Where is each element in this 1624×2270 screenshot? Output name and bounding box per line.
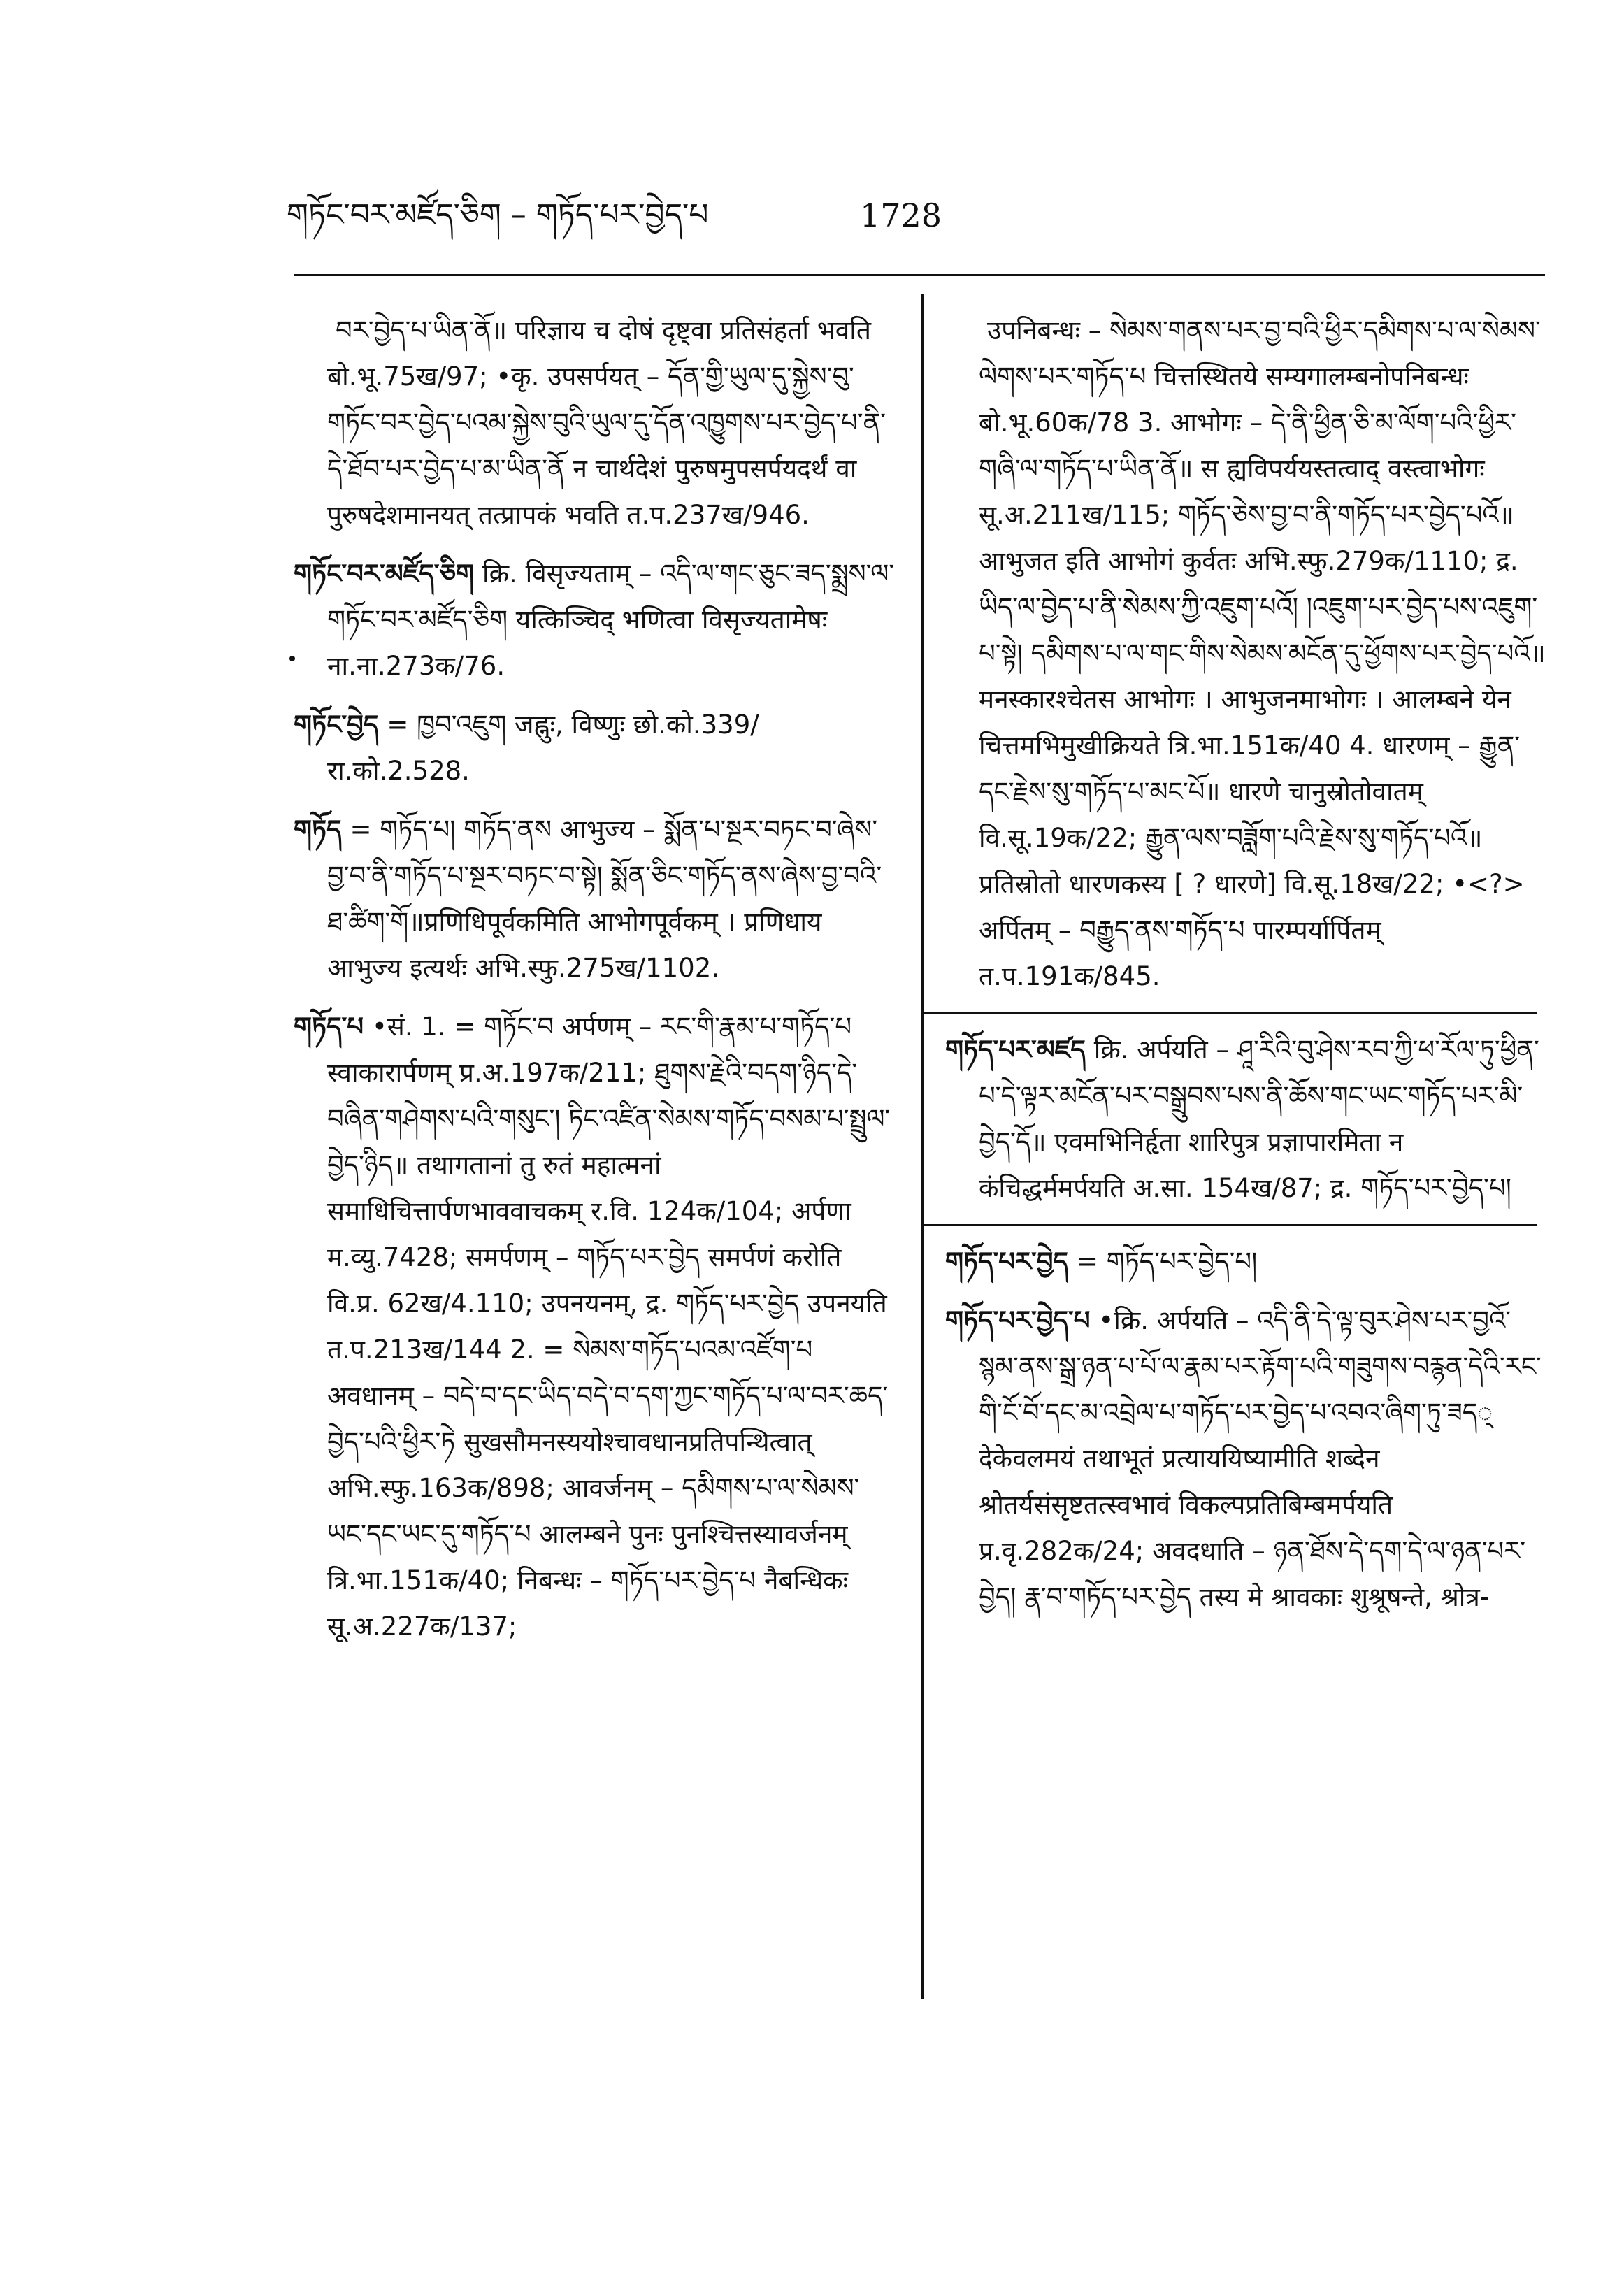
entry-text: •सं. 1. = གཏོང་བ अर्पणम् – རང་གི་རྣམ་པ་གཏོད་པ स्वाकारार्पणम् प्र.अ.197क/211; ཐུགས་རྗེའི་བདག་ཉིད་དེ་བཞིན་གཤེགས་པའི་གསུང་། ཏིང་འཛིན་སེམས་གཏོད་བསམ་པ་སྤྲུལ་བྱེད་ཉིད॥ तथागतानां तु रुतं महात्मनां समाधिचित्तार्पणभाववाचकम् र.वि. 124क/104; अर्पणा म.व्यु.7428; समर्पणम् – གཏོད་པར་བྱེད समर्पणं करोति वि.प्र. 62ख/4.110; उपनयनम्, द्र. གཏོད་པར་བྱེད उपनयति त.प.213ख/144 2. = སེམས་གཏོད་པའམ་འཛོག་པ अवधानम् – བདེ་བ་དང་ཡིད་བདེ་བ་དག་ཀྱང་གཏོད་པ་ལ་བར་ཆད་བྱེད་པའི་ཕྱིར་ཏེ सुखसौमनस्ययोश्चावधानप्रतिपन्थित्वात् अभि.स्फु.163क/898; आवर्जनम् – དམིགས་པ་ལ་སེམས་ཡང་དང་ཡང་དུ་གཏོད་པ आलम्बने पुनः पुनश्चित्तस्यावर्जनम् त्रि.भा.151क/40; निबन्धः – གཏོད་པར་བྱེད་པ नैबन्धिकः सू.अ.227क/137;	[327, 1012, 891, 1642]
page-number: 1728	[860, 196, 942, 234]
entry-headword: གཏོད་པར་བྱེད་པ	[945, 1305, 1091, 1335]
dictionary-entry	[945, 308, 1546, 1000]
left-column	[294, 308, 895, 1662]
entry-headword: གཏོང་བྱེད	[294, 710, 379, 740]
dictionary-entry	[945, 1239, 1546, 1285]
header-rule	[294, 274, 1545, 276]
entry-headword: གཏོད་པར་མཛད	[945, 1035, 1086, 1065]
dictionary-entry	[294, 551, 895, 689]
entry-text: བར་བྱེད་པ་ཡིན་ནོ॥ परिज्ञाय च दोषं दृष्ट्वा प्रतिसंहर्ता भवति बो.भू.75ख/97; •कृ. उपसर्पयत् – དོན་གྱི་ཡུལ་དུ་སྐྱེས་བུ་གཏོང་བར་བྱེད་པའམ་སྐྱེས་བུའི་ཡུལ་དུ་དོན་འཁྱུགས་པར་བྱེད་པ་ནི་དེ་ཐོབ་པར་བྱེད་པ་མ་ཡིན་ནོ न चार्थदेशं पुरुषमुपसर्पयदर्थं वा पुरुषदेशमानयत् तत्प्रापकं भवति त.प.237ख/946.	[327, 315, 886, 530]
entry-text: = གཏོད་པར་བྱེད་པ།	[1076, 1247, 1258, 1277]
column-divider	[921, 294, 924, 1999]
dictionary-entry	[945, 1027, 1546, 1212]
dictionary-entry	[945, 1298, 1546, 1621]
entry-text: = གཏོད་པ། གཏོད་ནས आभुज्य – སྨོན་པ་སྔར་བཏང་བ་ཞེས་བྱ་བ་ནི་གཏོད་པ་སྔར་བཏང་བ་སྟེ། སྨོན་ཅིང་གཏོད་ནས་ཞེས་བྱ་བའི་ཐ་ཚིག་གོ॥प्रणिधिपूर्वकमिति आभोगपूर्वकम् । प्रणिधाय आभुज्य इत्यर्थः अभि.स्फु.275ख/1102.	[327, 814, 882, 983]
right-column	[945, 308, 1546, 1633]
entry-text: उपनिबन्धः – སེམས་གནས་པར་བྱ་བའི་ཕྱིར་དམིགས་པ་ལ་སེམས་ལེགས་པར་གཏོད་པ चित्तस्थितये सम्यगालम्बनोपनिबन्धः बो.भू.60क/78 3. आभोगः – དེ་ནི་ཕྱིན་ཅི་མ་ལོག་པའི་ཕྱིར་གཞི་ལ་གཏོད་པ་ཡིན་ནོ॥ स ह्यविपर्ययस्तत्वाद् वस्त्वाभोगः सू.अ.211ख/115; གཏོད་ཅེས་བྱ་བ་ནི་གཏོད་པར་བྱེད་པའོ॥ आभुजत इति आभोगं कुर्वतः अभि.स्फु.279क/1110; द्र. ཡིད་ལ་བྱེད་པ་ནི་སེམས་ཀྱི་འཇུག་པའོ། །འཇུག་པར་བྱེད་པས་འཇུག་པ་སྟེ། དམིགས་པ་ལ་གང་གིས་སེམས་མངོན་དུ་ཕྱོགས་པར་བྱེད་པའོ॥ मनस्कारश्चेतस आभोगः । आभुजनमाभोगः । आलम्बने येन चित्तमभिमुखीक्रियते त्रि.भा.151क/40 4. धारणम् – རྒྱུན་དང་རྗེས་སུ་གཏོད་པ་མང་པོ॥ धारणे चानुस्रोतोवातम् वि.सू.19क/22; རྒྱུན་ལས་བཟློག་པའི་རྗེས་སུ་གཏོད་པའོ॥ प्रतिस्रोतो धारणकस्य [ ? धारणे] वि.सू.18ख/22; •<?> अर्पितम् – བརྒྱུད་ནས་གཏོད་པ पारम्पर्यार्पितम् त.प.191क/845.	[979, 315, 1546, 991]
page-header	[287, 187, 1265, 243]
dictionary-entry	[294, 308, 895, 538]
entry-text: = ཁྱབ་འཇུག जह्नुः, विष्णुः छो.को.339/रा.को.2.528.	[327, 710, 759, 786]
entry-text: क्रि. विसृज्यताम् – འདི་ལ་གང་ཅུང་ཟད་སྨྲས་ལ་གཏོང་བར་མཛོད་ཅིག यत्किञ्चिद् भणित्वा विसृज्यतामेषः ना.ना.273क/76.	[327, 559, 895, 681]
entry-headword: གཏོད་པར་བྱེད	[945, 1247, 1068, 1277]
entry-headword: གཏོང་བར་མཛོད་ཅིག	[294, 559, 475, 589]
dictionary-entry	[294, 702, 895, 794]
entry-text: •क्रि. अर्पयति – འདི་ནི་དེ་ལྟ་བུར་ཤེས་པར་བྱའོ་སྙམ་ནས་སྒྲ་ཉན་པ་པོ་ལ་རྣམ་པར་རྟོག་པའི་གཟུགས་བརྙན་དེའི་རང་གི་ངོ་བོ་དང་མ་འབྲེལ་པ་གཏོད་པར་བྱེད་པ་འབའ་ཞིག་ཏུ་ཟད् देकेवलमयं तथाभूतं प्रत्याययिष्यामीति शब्देन श्रोतर्यसंसृष्टतत्स्वभावं विकल्पप्रतिबिम्बमर्पयति प्र.वृ.282क/24; अवदधाति – ཉན་ཐོས་དེ་དག་དེ་ལ་ཉན་པར་བྱེད། རྣ་བ་གཏོད་པར་བྱེད तस्य मे श्रावकाः शुश्रूषन्ते, श्रोत्र-	[979, 1305, 1542, 1612]
entry-headword: གཏོད་པ	[294, 1012, 364, 1042]
entry-text: क्रि. अर्पयति – ཤཱ་རིའི་བུ་ཤེས་རབ་ཀྱི་ཕ་རོལ་ཏུ་ཕྱིན་པ་དེ་ལྟར་མངོན་པར་བསྒྲུབས་པས་ནི་ཆོས་གང་ཡང་གཏོད་པར་མི་བྱེད་དོ॥ एवमभिनिर्हृता शारिपुत्र प्रज्ञापारमिता न कंचिद्धर्ममर्पयति अ.सा. 154ख/87; द्र. གཏོད་པར་བྱེད་པ།	[979, 1035, 1539, 1203]
entry-headword: གཏོད	[294, 814, 342, 845]
entry-separator	[921, 1224, 1537, 1226]
running-head-guide-words: གཏོང་བར་མཛོད་ཅིག – གཏོད་པར་བྱེད་པ	[287, 197, 709, 233]
dictionary-entry	[294, 1004, 895, 1650]
entry-separator	[921, 1012, 1537, 1014]
dictionary-entry	[294, 807, 895, 991]
